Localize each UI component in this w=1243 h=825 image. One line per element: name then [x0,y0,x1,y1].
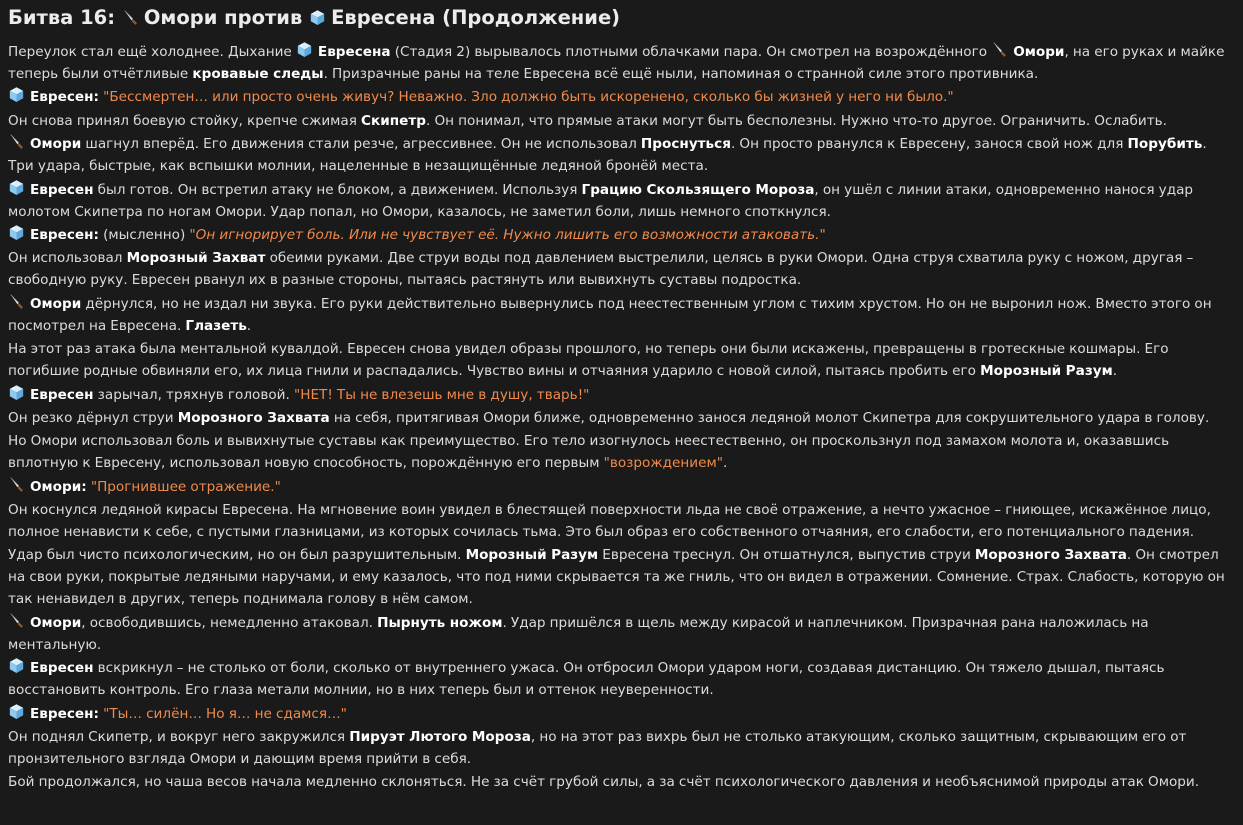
text-run: дёрнулся, но не издал ни звука. Его руки действительно вывернулись под неестественным углом с тихим хрустом. Но он не выронил нож. Вместо этого он посмотрел на Евресена. [8,295,1212,334]
title-omori: Омори [143,6,218,29]
ice-cube-icon [296,41,313,58]
text-run: . [246,317,252,334]
paragraph [8,771,1235,793]
bold-term: Проснуться [640,136,731,153]
bold-term: Омори: [30,478,87,495]
ice-cube-icon [309,9,326,26]
text-run: Бой продолжался, но чаша весов начала медленно склоняться. Не за счёт грубой силы, а за счёт психологического давления и необъяснимой природы атак Омори. [8,774,1200,791]
bold-term: кровавые следы [192,66,324,82]
text-run: Он коснулся ледяной кирасы Евресена. На мгновение воин увидел в блестящей поверхности льда не своё отражение, а нечто ужасное – гниющее, искажённое лицо, полное ненависти к себе, с пустыми глазницами, из которых сочилась тьма. Это был образ его собственного отчаяния, его слабости, его потенциального падения. [8,502,1211,541]
title-eversen: Евресена (Продолжение) [331,6,621,29]
ice-cube-icon [8,703,25,720]
ice-cube-icon [8,224,25,241]
paragraph [8,338,1235,382]
text-run: на себя, притягивая Омори ближе, одновременно занося ледяной молот Скипетра для сокрушительного удара в голову. [329,409,1210,426]
bold-term: Омори [30,136,82,153]
bold-term: Глазеть [185,317,247,334]
text-run: , на его руках и майке теперь были отчётливые [8,44,1225,82]
text-run: Он поднял Скипетр, и вокруг него закружился [8,729,350,746]
bold-term: Омори [30,295,82,312]
ice-cube-icon [8,657,25,674]
ice-cube-icon [8,86,25,103]
bold-term: Евресен [30,181,94,198]
paragraph [8,544,1235,610]
knife-icon [991,41,1008,58]
dialogue: "НЕТ! Ты не влезешь мне в душу, тварь!" [293,386,590,403]
bold-term: Морозный Разум [465,547,599,564]
text-run: Удар был чисто психологическим, но он был разрушительным. [8,547,466,564]
text-run: . Он просто рванулся к Евресену, занося свой нож для [730,136,1128,153]
paragraph [8,657,1235,701]
knife-icon [8,476,25,493]
title-versus: против [217,6,310,29]
knife-icon [8,133,25,150]
text-run: , освободившись, немедленно атаковал. [81,614,378,631]
title-prefix: Битва 16: [8,6,122,29]
bold-term: Морозного Захвата [177,409,330,426]
text-run: . [722,455,728,472]
text-run: . [1112,363,1118,380]
text-run: (мысленно) [98,226,190,243]
paragraph [8,41,1235,85]
text-run: был готов. Он встретил атаку не блоком, а движением. Используя [93,181,582,198]
bold-term: Евресена [317,44,391,60]
bold-term: Скипетр [361,112,426,129]
text-run: Переулок стал ещё холоднее. Дыхание [8,44,296,60]
text-run: , но на этот раз вихрь был не столько атакующим, сколько защитным, скрывающим его от пронзительного взгляда Омори и дающим время прийти в себя. [8,729,1187,768]
text-run: . Он понимал, что прямые атаки могут быть бесполезны. Нужно что-то другое. Ограничить. Ослабить. [426,112,1167,129]
paragraph [8,703,1235,725]
bold-term: Евресен: [30,705,99,722]
bold-term: Грацию Скользящего Мороза [581,181,815,198]
knife-icon [122,9,139,26]
text-run: вскрикнул – не столько от боли, сколько от внутреннего ужаса. Он отбросил Омори ударом ноги, создавая дистанцию. Он тяжело дышал, пытаясь восстановить контроль. Его глаза метали молнии, но в них теперь был и оттенок неуверенности. [8,660,1165,699]
text-run: . Призрачные раны на теле Евресена всё ещё ныли, напоминая о странной силе этого противника. [323,66,1039,82]
paragraph [8,293,1235,337]
bold-term: Морозного Захвата [974,547,1127,564]
paragraph [8,407,1235,429]
dialogue: "возрождением" [603,455,723,472]
paragraph [8,133,1235,177]
paragraph [8,110,1235,132]
paragraph [8,726,1235,770]
text-run: Он использовал [8,250,127,267]
text-run: Но Омори использовал боль и вывихнутые суставы как преимущество. Его тело изогнулось неестественно, он проскользнул под замахом молота и, оказавшись вплотную к Евресену, использовал новую способность, порождённую его первым [8,433,1170,472]
text-run: шагнул вперёд. Его движения стали резче, агрессивнее. Он не использовал [81,136,641,153]
thought-dialogue: "Он игнорирует боль. Или не чувствует её. Нужно лишить его возможности атаковать." [189,226,826,243]
bold-term: Евресен: [30,89,99,106]
bold-term: Пырнуть ножом [377,614,503,631]
paragraph [8,224,1235,246]
paragraph [8,247,1235,291]
paragraph [8,179,1235,223]
paragraph [8,430,1235,474]
bold-term: Омори [1013,44,1065,60]
bold-term: Морозный Разум [980,363,1113,380]
knife-icon [8,612,25,629]
bold-term: Евресен [30,660,94,677]
paragraph [8,384,1235,406]
bold-term: Морозный Захват [126,250,266,267]
text-run: . Он смотрел на свои руки, покрытые ледяными наручами, и ему казалось, что под ними скрывается та же гниль, что он видел в отражении. Сомнение. Страх. Слабость, которую он так ненавидел в других, теперь поднимала голову в нём самом. [8,547,1225,608]
text-run: Он снова принял боевую стойку, крепче сжимая [8,112,362,129]
bold-term: Евресен [30,386,94,403]
ice-cube-icon [8,384,25,401]
text-run: . Удар пришёлся в щель между кирасой и наплечником. Призрачная рана наложилась на ментальную. [8,614,1149,653]
knife-icon [8,293,25,310]
dialogue: "Прогнившее отражение." [90,478,281,495]
text-run: Евресена треснул. Он отшатнулся, выпустив струи [598,547,975,564]
page-title [8,0,1235,40]
dialogue: "Ты… силён… Но я… не сдамся…" [103,705,347,722]
bold-term: Омори [30,614,82,631]
bold-term: Пируэт Лютого Мороза [349,729,531,746]
text-run: обеими руками. Две струи воды под давлением выстрелили, целясь в руки Омори. Одна струя схватила руку с ножом, другая – свободную руку. Евресен рванул их в разные стороны, пытаясь растянуть или вывихнуть суставы подростка. [8,250,1194,289]
text-run: (Стадия 2) вырывалось плотными облачками пара. Он смотрел на возрождённого [390,44,992,60]
paragraph [8,499,1235,543]
text-run: , он ушёл с линии атаки, одновременно нанося удар молотом Скипетра по ногам Омори. Удар попал, но Омори, казалось, не заметил боли, лишь немного споткнулся. [8,181,1194,220]
dialogue: "Бессмертен… или просто очень живуч? Неважно. Зло должно быть искоренено, сколько бы жизней у него ни было." [103,89,954,106]
text-run: зарычал, тряхнув головой. [93,386,294,403]
paragraph [8,476,1235,498]
bold-term: Евресен: [30,226,99,243]
text-run: Он резко дёрнул струи [8,409,178,426]
bold-term: Порубить [1127,136,1203,153]
paragraph [8,86,1235,108]
paragraph [8,612,1235,656]
story-body [8,41,1235,793]
text-run: . Три удара, быстрые, как вспышки молнии, нацеленные в незащищённые ледяной бронёй места. [8,136,1207,175]
ice-cube-icon [8,179,25,196]
text-run: На этот раз атака была ментальной кувалдой. Евресен снова увидел образы прошлого, но теперь они были искажены, превращены в гротескные кошмары. Его погибшие родные обвиняли его, их лица гнили и распадались. Чувство вины и отчаяния ударило с новой силой, пытаясь пробить его [8,341,1169,380]
